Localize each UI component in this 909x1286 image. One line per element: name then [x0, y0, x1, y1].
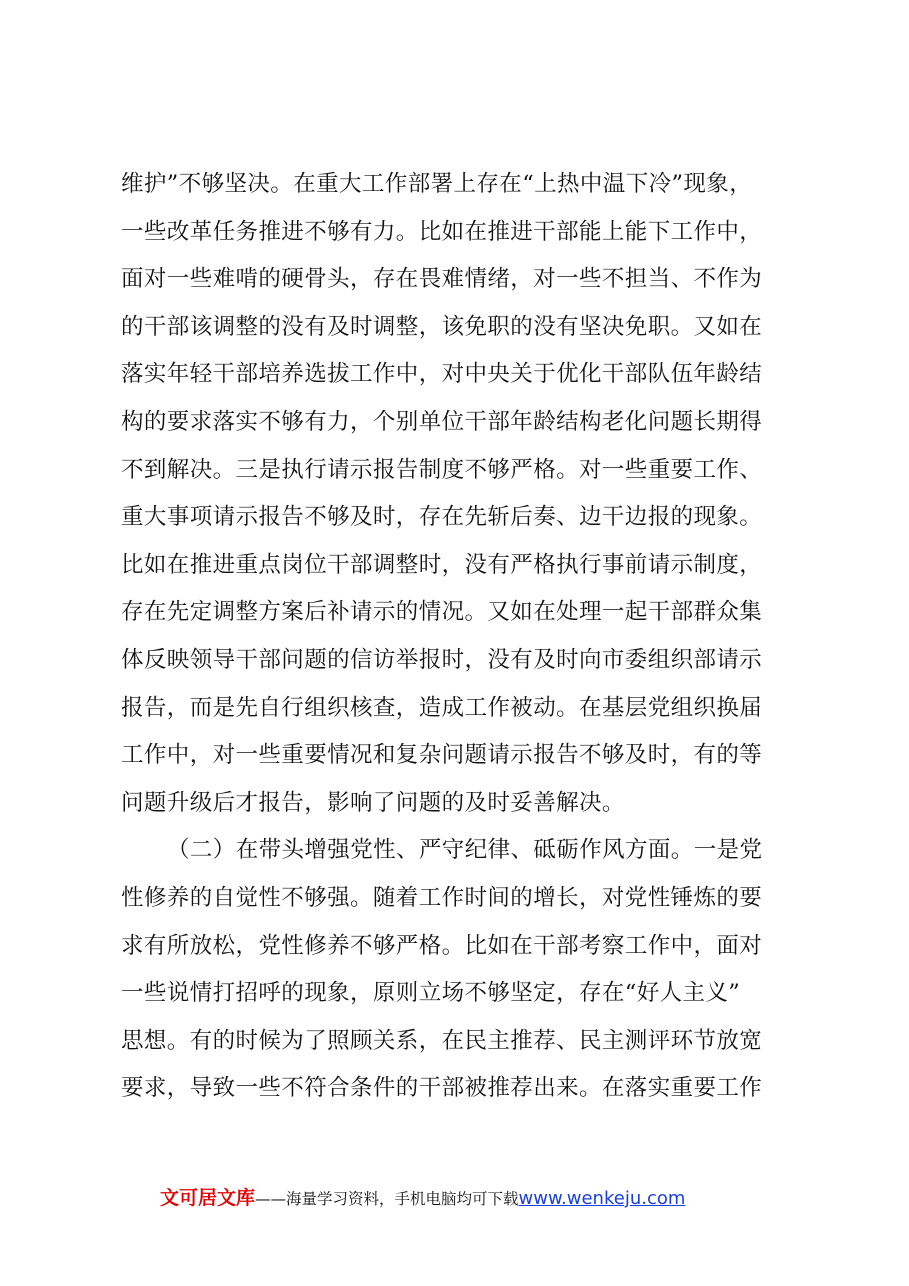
document-body: [121, 166, 795, 1118]
text-line: 工作中，对一些重要情况和复杂问题请示报告不够及时，有的等: [121, 742, 763, 769]
text-line: 重大事项请示报告不够及时，存在先斩后奏、边干边报的现象。: [121, 504, 763, 531]
text-line: 不到解决。三是执行请示报告制度不够严格。对一些重要工作、: [121, 456, 763, 483]
text-line: 面对一些难啃的硬骨头，存在畏难情绪，对一些不担当、不作为: [121, 266, 763, 293]
footer-tagline: ——海量学习资料，手机电脑均可下载: [255, 1190, 519, 1208]
footer-banner: [160, 1178, 685, 1218]
text-line: 思想。有的时候为了照顾关系，在民主推荐、民主测评环节放宽: [121, 1027, 763, 1054]
footer-url-link[interactable]: www.wenkeju.com: [518, 1188, 686, 1209]
text-line: 性修养的自觉性不够强。随着工作时间的增长，对党性锤炼的要: [121, 884, 763, 911]
text-line: 落实年轻干部培养选拔工作中，对中央关于优化干部队伍年龄结: [121, 361, 763, 388]
section-heading-line: （二）在带头增强党性、严守纪律、砥砺作风方面。一是党: [167, 837, 763, 864]
text-line: 比如在推进重点岗位干部调整时，没有严格执行事前请示制度，: [121, 551, 763, 578]
text-line: 存在先定调整方案后补请示的情况。又如在处理一起干部群众集: [121, 599, 763, 626]
footer-brand: 文可居文库: [160, 1187, 256, 1209]
text-line: 求有所放松，党性修养不够严格。比如在干部考察工作中，面对: [121, 932, 763, 959]
text-line: 要求，导致一些不符合条件的干部被推荐出来。在落实重要工作: [121, 1075, 763, 1102]
text-line: 体反映领导干部问题的信访举报时，没有及时向市委组织部请示: [121, 646, 763, 673]
text-line: 构的要求落实不够有力，个别单位干部年龄结构老化问题长期得: [121, 408, 763, 435]
text-line: 一些说情打招呼的现象，原则立场不够坚定，存在“好人主义”: [121, 980, 741, 1007]
text-line: 报告，而是先自行组织核查，造成工作被动。在基层党组织换届: [121, 694, 763, 721]
text-line: 的干部该调整的没有及时调整，该免职的没有坚决免职。又如在: [121, 313, 763, 340]
text-line: 维护”不够坚决。在重大工作部署上存在“上热中温下冷”现象，: [121, 171, 753, 197]
text-line: 问题升级后才报告，影响了问题的及时妥善解决。: [121, 789, 625, 816]
text-line: 一些改革任务推进不够有力。比如在推进干部能上能下工作中，: [121, 218, 763, 245]
